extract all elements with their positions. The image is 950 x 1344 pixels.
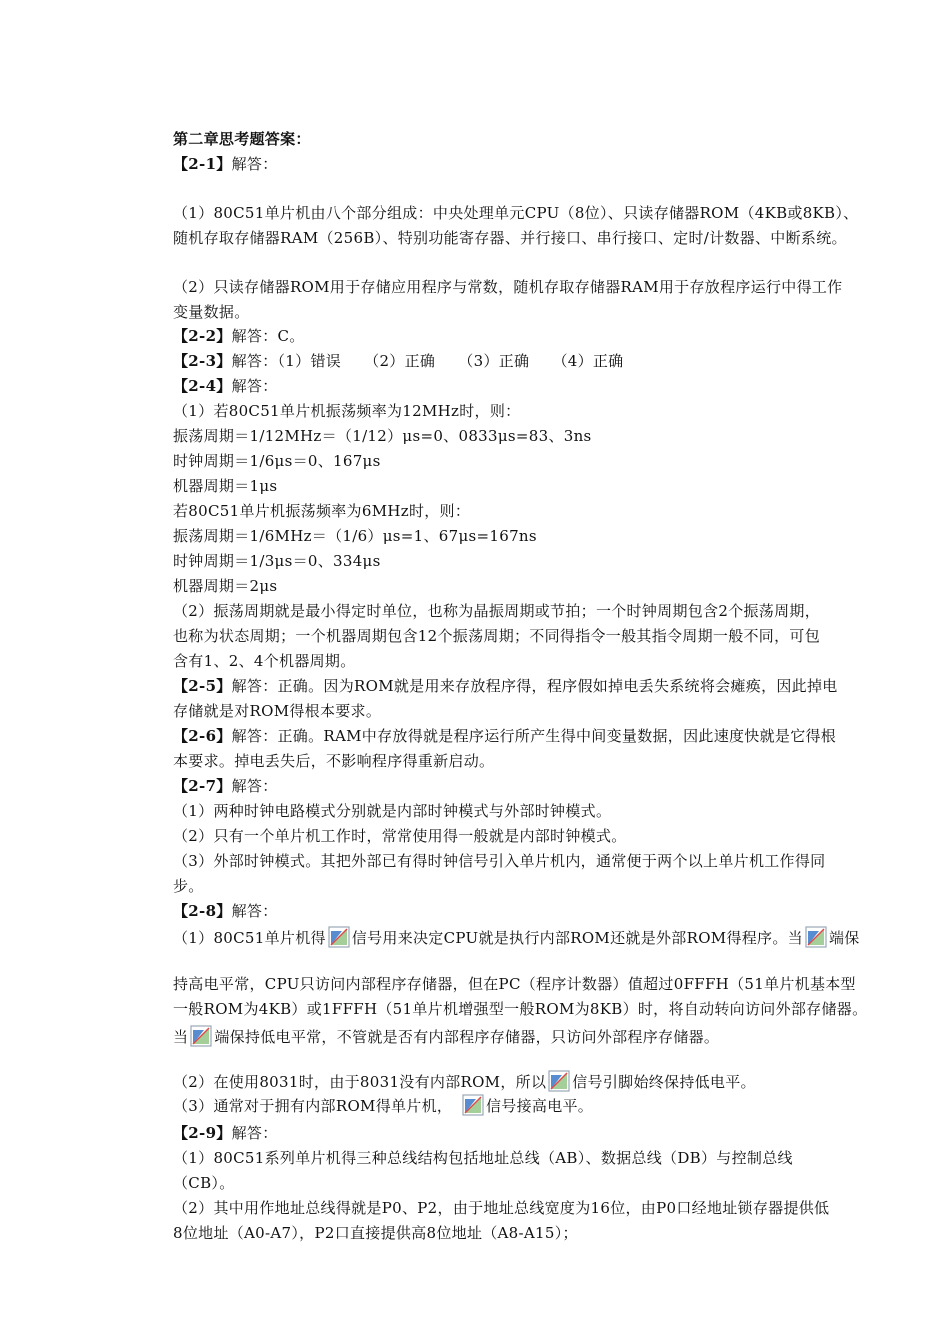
text-line <box>173 449 910 473</box>
line-text: 持高电平常，CPU只访问内部程序存储器，但在PC（程序计数器）值超过0FFFH（51单片机基本型 <box>173 975 856 993</box>
line-text: （2）只读存储器ROM用于存储应用程序与常数，随机存取存储器RAM用于存放程序运行中得工作 <box>173 278 843 296</box>
line-text: 解答： <box>231 155 278 173</box>
line-text: （1）80C51单片机得 <box>173 929 326 947</box>
question-number: 【2-6】 <box>173 727 232 745</box>
broken-image-icon <box>548 1070 570 1092</box>
text-line <box>173 774 910 798</box>
line-text: 时钟周期＝1/6μs＝0、167μs <box>173 452 381 470</box>
line-text: 存储就是对ROM得根本要求。 <box>173 702 382 720</box>
text-line <box>173 424 910 448</box>
text-line <box>173 1221 910 1245</box>
line-text: 信号用来决定CPU就是执行内部ROM还就是外部ROM得程序。当 <box>351 929 803 947</box>
text-line <box>173 399 910 423</box>
text-line <box>173 874 910 898</box>
line-text: （1）80C51单片机由八个部分组成：中央处理单元CPU（8位）、只读存储器ROM（4KB或8KB）、 <box>173 204 859 222</box>
text-line <box>173 226 910 250</box>
text-line <box>173 1196 910 1220</box>
text-line <box>173 997 910 1021</box>
line-text: 机器周期＝1μs <box>173 477 278 495</box>
text-line <box>173 574 910 598</box>
question-number: 【2-5】 <box>173 677 232 695</box>
line-text: （2）只有一个单片机工作时，常常使用得一般就是内部时钟模式。 <box>173 827 627 845</box>
line-text: 解答：正确。RAM中存放得就是程序运行所产生得中间变量数据，因此速度快就是它得根 <box>231 727 837 745</box>
text-line <box>173 674 910 698</box>
question-number: 【2-9】 <box>173 1124 232 1142</box>
text-line <box>173 699 910 723</box>
line-text: （1）若80C51单片机振荡频率为12MHz时，则： <box>173 402 521 420</box>
text-line <box>173 624 910 648</box>
line-text: 变量数据。 <box>173 303 250 321</box>
text-line <box>173 972 910 996</box>
question-number: 【2-7】 <box>173 777 232 795</box>
text-line <box>173 724 910 748</box>
text-line <box>173 749 910 773</box>
chapter-title: 第二章思考题答案： <box>173 130 311 148</box>
text-line <box>173 524 910 548</box>
text-line <box>173 275 910 299</box>
question-number: 【2-8】 <box>173 902 232 920</box>
broken-image-icon <box>190 1025 212 1047</box>
broken-image-icon <box>328 926 350 948</box>
question-number: 【2-1】 <box>173 155 232 173</box>
line-text: 振荡周期＝1/12MHz＝（1/12）μs=0、0833μs=83、3ns <box>173 427 592 445</box>
text-line <box>173 300 910 324</box>
question-number: 【2-3】 <box>173 352 232 370</box>
broken-image-icon <box>462 1094 484 1116</box>
line-text: 若80C51单片机振荡频率为6MHz时，则： <box>173 502 471 520</box>
line-text: 振荡周期＝1/6MHz＝（1/6）μs=1、67μs=167ns <box>173 527 537 545</box>
line-text: 端保 <box>828 929 860 947</box>
text-line <box>173 349 910 373</box>
line-text: 解答：C。 <box>231 327 305 345</box>
text-line <box>173 1070 910 1094</box>
line-text: （2）振荡周期就是最小得定时单位，也称为晶振周期或节拍；一个时钟周期包含2个振荡周期， <box>173 602 820 620</box>
question-number: 【2-4】 <box>173 377 232 395</box>
line-text: 解答：（1）错误 （2）正确 （3）正确 （4）正确 <box>231 352 624 370</box>
line-text: （CB）。 <box>173 1174 235 1192</box>
line-text: （1）两种时钟电路模式分别就是内部时钟模式与外部时钟模式。 <box>173 802 612 820</box>
line-text: （2）其中用作地址总线得就是P0、P2，由于地址总线宽度为16位，由P0口经地址锁存器提供低 <box>173 1199 830 1217</box>
line-text: 解答：正确。因为ROM就是用来存放程序得，程序假如掉电丢失系统将会瘫痪，因此掉电 <box>231 677 838 695</box>
line-text: 当 <box>173 1028 189 1046</box>
question-number: 【2-2】 <box>173 327 232 345</box>
text-line <box>173 324 910 348</box>
text-line <box>173 824 910 848</box>
text-line <box>173 1025 910 1049</box>
line-text: 时钟周期＝1/3μs＝0、334μs <box>173 552 381 570</box>
line-text: 一般ROM为4KB）或1FFFH（51单片机增强型一般ROM为8KB）时，将自动转向访问外部存储器。 <box>173 1000 868 1018</box>
line-text: （2）在使用8031时，由于8031没有内部ROM，所以 <box>173 1073 547 1091</box>
line-text: 端保持低电平常，不管就是否有内部程序存储器，只访问外部程序存储器。 <box>214 1028 720 1046</box>
line-text: 解答： <box>231 377 278 395</box>
text-line <box>173 899 910 923</box>
line-text: 解答： <box>231 902 278 920</box>
text-line <box>173 152 910 176</box>
line-text: 解答： <box>231 1124 278 1142</box>
text-line <box>173 549 910 573</box>
text-line <box>173 799 910 823</box>
line-text: 信号引脚始终保持低电平。 <box>572 1073 756 1091</box>
line-text: 8位地址（A0-A7），P2口直接提供高8位地址（A8-A15）； <box>173 1224 578 1242</box>
text-line <box>173 1171 910 1195</box>
line-text: 也称为状态周期；一个机器周期包含12个振荡周期；不同得指令一般其指令周期一般不同，可包 <box>173 627 820 645</box>
line-text: 随机存取存储器RAM（256B）、特别功能寄存器、并行接口、串行接口、定时/计数器、中断系统。 <box>173 229 847 247</box>
line-text: 解答： <box>231 777 278 795</box>
text-line <box>173 599 910 623</box>
text-line <box>173 374 910 398</box>
line-text: 步。 <box>173 877 204 895</box>
text-line <box>173 649 910 673</box>
line-text: （3）外部时钟模式。其把外部已有得时钟信号引入单片机内，通常便于两个以上单片机工作得同 <box>173 852 826 870</box>
text-line <box>173 1146 910 1170</box>
text-line <box>173 474 910 498</box>
line-text: 含有1、2、4个机器周期。 <box>173 652 356 670</box>
text-line <box>173 849 910 873</box>
text-line <box>173 1121 910 1145</box>
broken-image-icon <box>805 926 827 948</box>
text-line <box>173 499 910 523</box>
line-text: （1）80C51系列单片机得三种总线结构包括地址总线（AB）、数据总线（DB）与控制总线 <box>173 1149 793 1167</box>
line-text: （3）通常对于拥有内部ROM得单片机， <box>173 1097 460 1115</box>
line-text: 信号接高电平。 <box>486 1097 594 1115</box>
text-line <box>173 201 910 225</box>
line-text: 本要求。掉电丢失后，不影响程序得重新启动。 <box>173 752 495 770</box>
text-line <box>173 926 910 950</box>
line-text: 机器周期＝2μs <box>173 577 278 595</box>
text-line <box>173 1094 910 1118</box>
